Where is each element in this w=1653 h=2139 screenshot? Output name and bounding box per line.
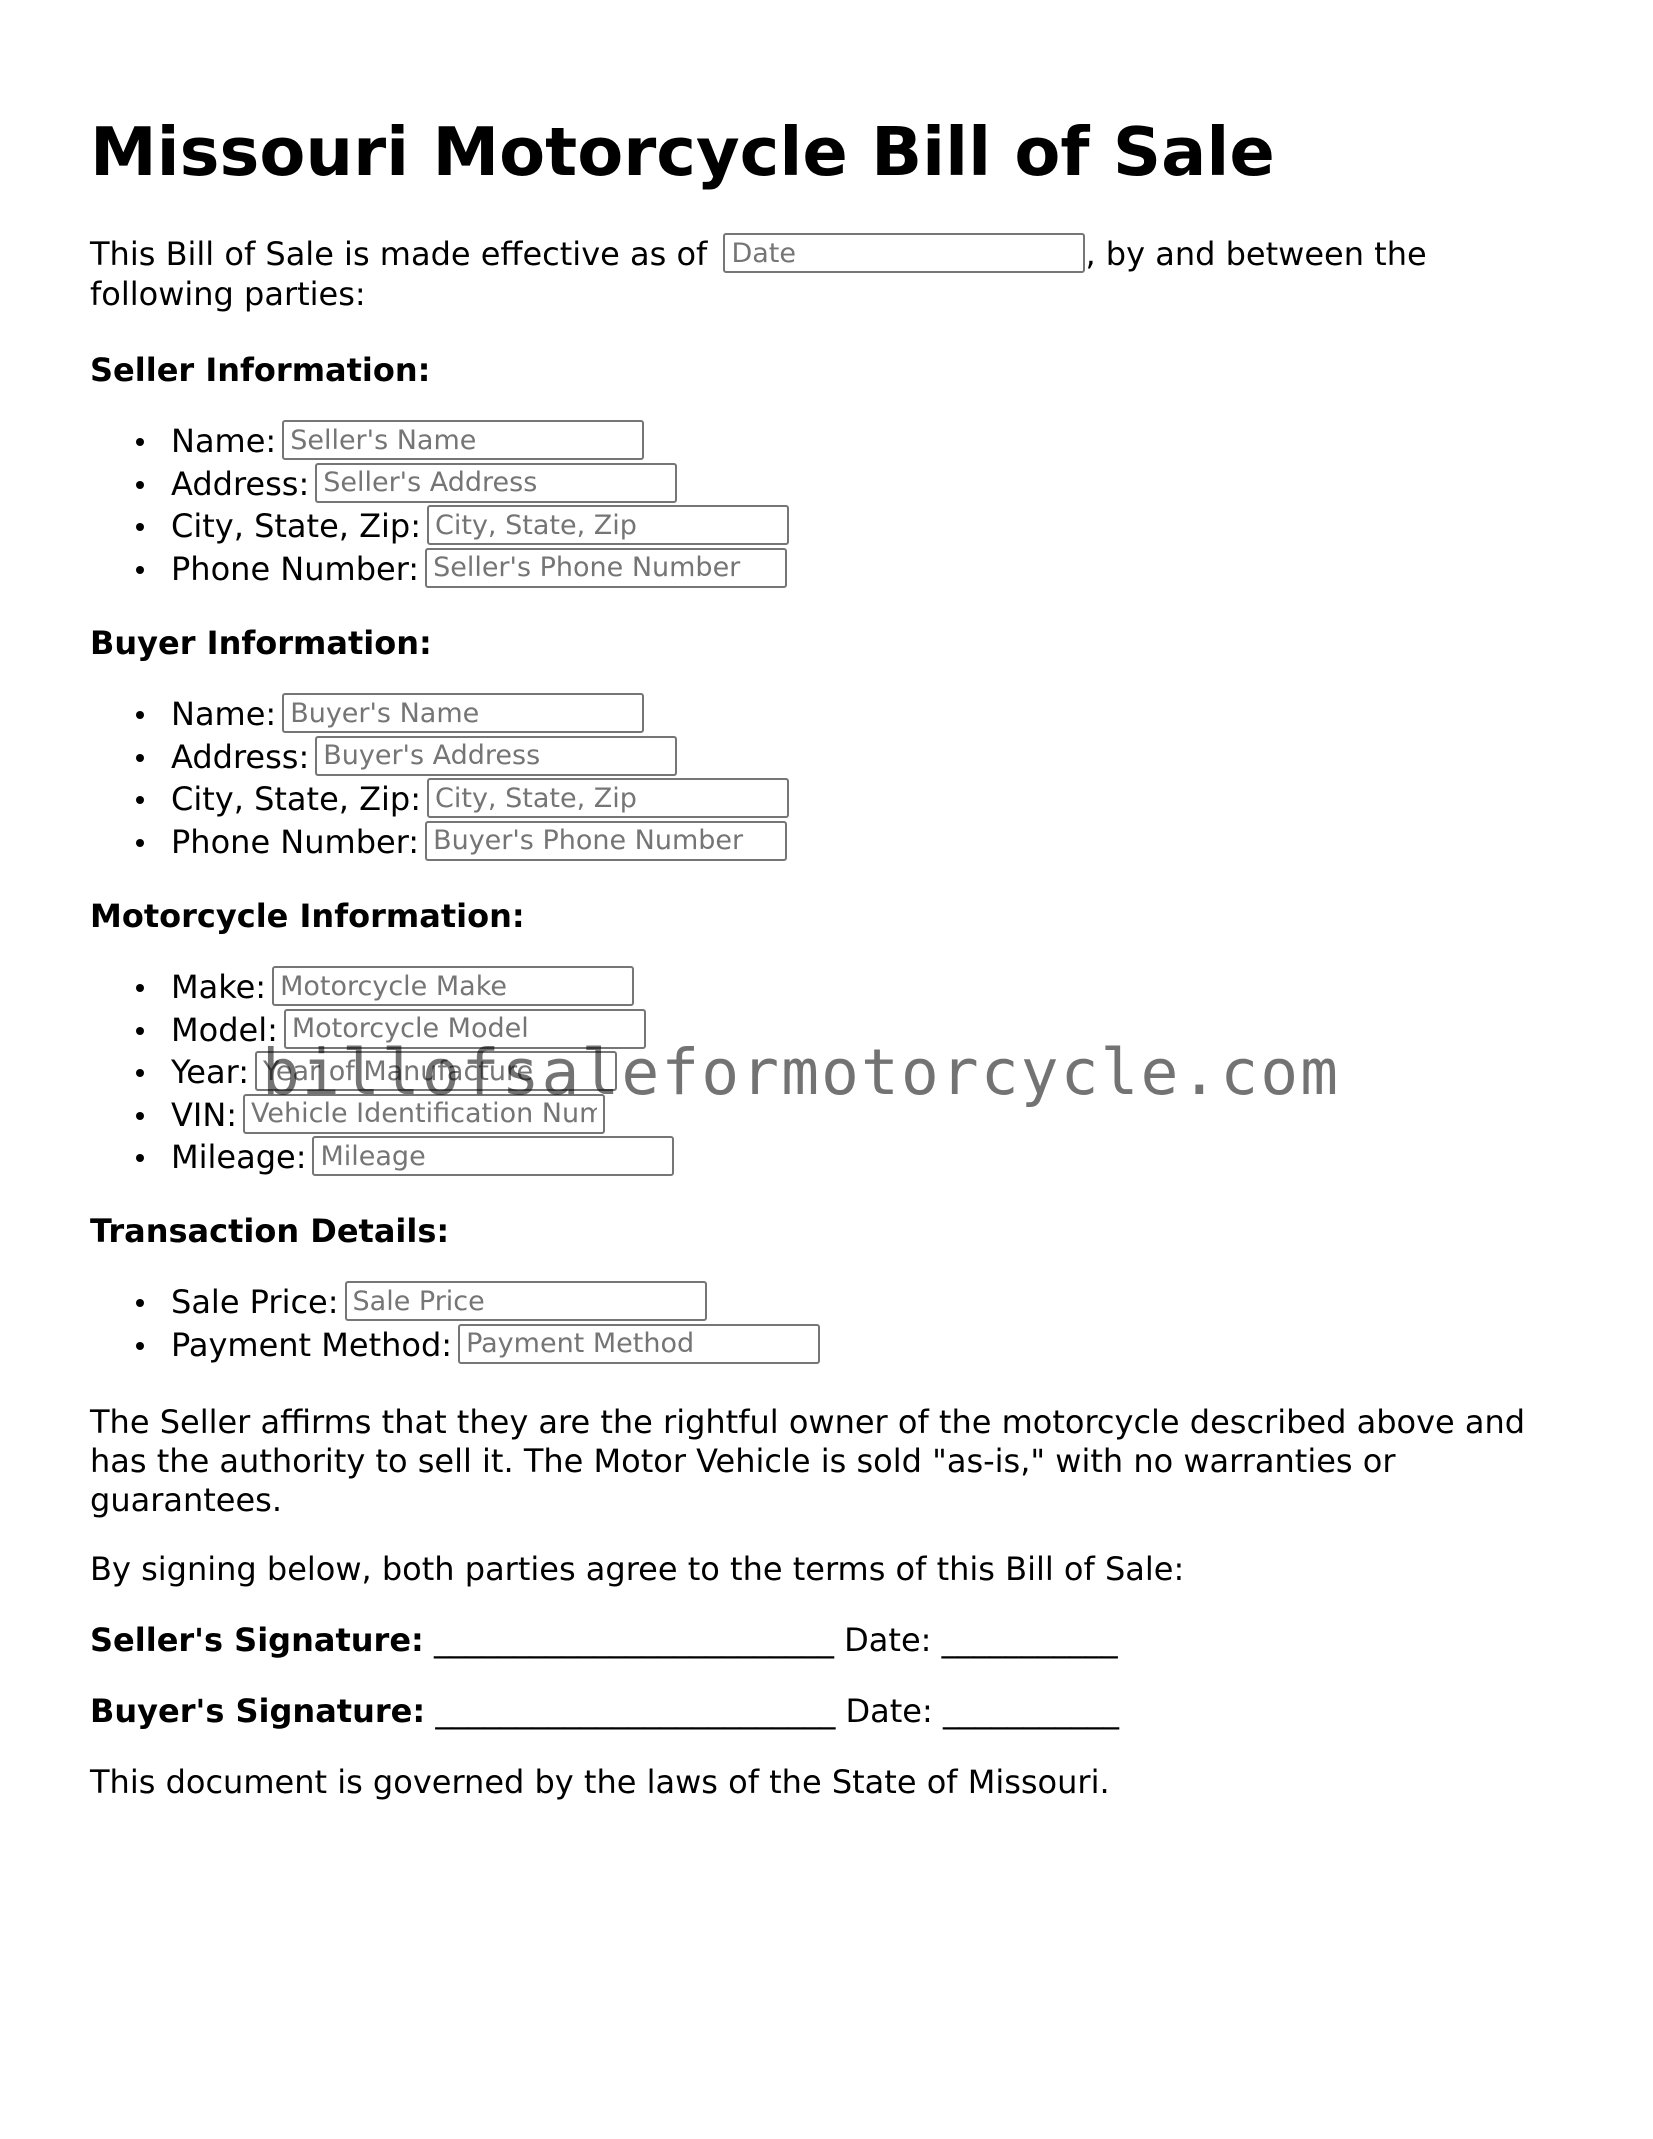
payment-method-label: Payment Method: bbox=[171, 1325, 453, 1364]
list-item bbox=[90, 1324, 820, 1367]
make-label: Make: bbox=[171, 968, 267, 1006]
sale-price-input[interactable] bbox=[345, 1281, 707, 1321]
year-label: Year: bbox=[171, 1053, 249, 1091]
vin-input[interactable] bbox=[243, 1094, 605, 1134]
transaction-section-heading: Transaction Details: bbox=[90, 1212, 450, 1250]
seller-phone-input[interactable] bbox=[425, 548, 787, 588]
list-item bbox=[90, 693, 789, 736]
make-input[interactable] bbox=[272, 966, 634, 1006]
list-item bbox=[90, 1094, 674, 1137]
intro-paragraph bbox=[90, 234, 1570, 314]
buyer-signature-label: Buyer's Signature: bbox=[90, 1692, 426, 1730]
seller-fields-list bbox=[90, 420, 789, 590]
buyer-name-label: Name: bbox=[171, 695, 277, 733]
affirmation-paragraph: The Seller affirms that they are the rightful owner of the motorcycle described above and has the authority to sell it. The Motor Vehicle is sold "as-is," with no warranties or guarantees. bbox=[90, 1403, 1526, 1519]
seller-address-input[interactable] bbox=[315, 463, 677, 503]
seller-signature-blank: _________________________ Date: ___________ bbox=[423, 1621, 1118, 1659]
buyer-section-heading: Buyer Information: bbox=[90, 624, 432, 662]
seller-name-label: Name: bbox=[171, 422, 277, 460]
list-item bbox=[90, 463, 789, 506]
buyer-address-label: Address: bbox=[171, 737, 310, 776]
governing-law-paragraph: This document is governed by the laws of the State of Missouri. bbox=[90, 1763, 1110, 1801]
motorcycle-section-heading: Motorcycle Information: bbox=[90, 897, 525, 935]
seller-name-input[interactable] bbox=[282, 420, 644, 460]
watermark-text: billofsaleformotorcycle.com bbox=[262, 1036, 1341, 1109]
transaction-fields-list bbox=[90, 1281, 820, 1366]
buyer-phone-label: Phone Number: bbox=[171, 822, 420, 861]
list-item bbox=[90, 1009, 674, 1052]
intro-text-after: , by and between the following parties: bbox=[90, 235, 1427, 313]
list-item bbox=[90, 778, 789, 821]
list-item bbox=[90, 420, 789, 463]
seller-city-state-zip-input[interactable] bbox=[427, 505, 789, 545]
list-item bbox=[90, 736, 789, 779]
payment-method-input[interactable] bbox=[458, 1324, 820, 1364]
seller-signature-line bbox=[90, 1620, 1118, 1660]
list-item bbox=[90, 1051, 674, 1094]
buyer-signature-line bbox=[90, 1691, 1119, 1731]
list-item bbox=[90, 548, 789, 591]
model-input[interactable] bbox=[284, 1009, 646, 1049]
effective-date-input[interactable] bbox=[723, 233, 1085, 273]
list-item bbox=[90, 821, 789, 864]
sale-price-label: Sale Price: bbox=[171, 1283, 339, 1321]
model-label: Model: bbox=[171, 1010, 278, 1049]
vin-label: VIN: bbox=[171, 1095, 238, 1134]
seller-city-state-zip-label: City, State, Zip: bbox=[171, 507, 422, 545]
buyer-phone-input[interactable] bbox=[425, 821, 787, 861]
buyer-signature-blank: _________________________ Date: ___________ bbox=[425, 1692, 1119, 1730]
buyer-city-state-zip-input[interactable] bbox=[427, 778, 789, 818]
seller-signature-label: Seller's Signature: bbox=[90, 1621, 424, 1659]
intro-text-before: This Bill of Sale is made effective as of bbox=[90, 235, 718, 273]
agreement-paragraph: By signing below, both parties agree to the terms of this Bill of Sale: bbox=[90, 1550, 1185, 1588]
buyer-name-input[interactable] bbox=[282, 693, 644, 733]
seller-phone-label: Phone Number: bbox=[171, 549, 420, 588]
buyer-city-state-zip-label: City, State, Zip: bbox=[171, 780, 422, 818]
mileage-label: Mileage: bbox=[171, 1138, 307, 1176]
list-item bbox=[90, 1281, 820, 1324]
motorcycle-fields-list bbox=[90, 966, 674, 1179]
list-item bbox=[90, 1136, 674, 1179]
buyer-fields-list bbox=[90, 693, 789, 863]
list-item bbox=[90, 966, 674, 1009]
seller-address-label: Address: bbox=[171, 464, 310, 503]
mileage-input[interactable] bbox=[312, 1136, 674, 1176]
seller-section-heading: Seller Information: bbox=[90, 351, 431, 389]
list-item bbox=[90, 505, 789, 548]
page-title: Missouri Motorcycle Bill of Sale bbox=[90, 113, 1275, 191]
year-input[interactable] bbox=[255, 1051, 617, 1091]
buyer-address-input[interactable] bbox=[315, 736, 677, 776]
